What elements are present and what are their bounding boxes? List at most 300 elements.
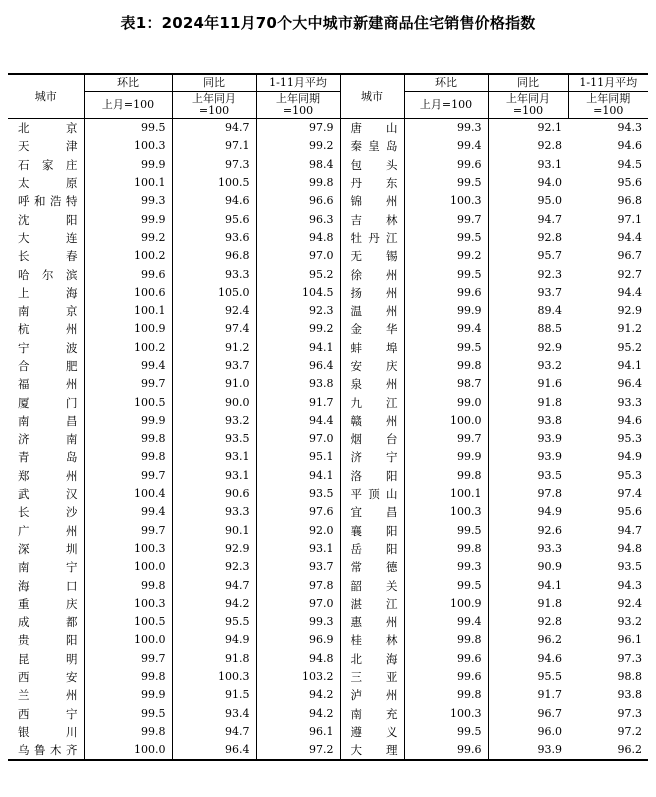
city-name-right: 无锡 (340, 247, 404, 265)
avg-value-left: 93.7 (256, 558, 340, 576)
avg-value-left: 96.6 (256, 192, 340, 210)
mom-value-right: 99.7 (404, 430, 488, 448)
mom-value-left: 99.7 (84, 650, 172, 668)
mom-value-right: 99.6 (404, 156, 488, 174)
table-row (8, 705, 648, 723)
yoy-value-left: 96.8 (172, 247, 256, 265)
mom-value-left: 99.4 (84, 357, 172, 375)
table-row (8, 430, 648, 448)
city-name-left: 银川 (18, 724, 78, 739)
table-row (8, 631, 648, 649)
yoy-value-left: 95.6 (172, 210, 256, 228)
yoy-value-right: 88.5 (488, 320, 568, 338)
yoy-value-right: 91.6 (488, 375, 568, 393)
mom-value-right: 99.5 (404, 265, 488, 283)
yoy-value-left: 92.3 (172, 558, 256, 576)
avg-value-right: 94.3 (617, 121, 642, 135)
yoy-value-right: 91.8 (488, 595, 568, 613)
mom-value-left: 99.8 (84, 430, 172, 448)
yoy-value-right: 95.0 (488, 192, 568, 210)
header-avg-left: 1-11月平均 (256, 74, 340, 92)
avg-value-right: 91.2 (617, 322, 642, 336)
city-name-right: 泸州 (340, 686, 404, 704)
city-name-left: 南宁 (18, 560, 78, 575)
avg-value-left: 99.3 (256, 613, 340, 631)
city-name-left: 深圳 (18, 541, 78, 556)
mom-value-left: 100.5 (84, 393, 172, 411)
yoy-value-left: 93.3 (172, 265, 256, 283)
yoy-value-left: 94.7 (172, 119, 256, 138)
mom-value-left: 99.9 (84, 156, 172, 174)
avg-value-right: 95.6 (617, 176, 642, 190)
city-name-right: 桂林 (340, 631, 404, 649)
yoy-value-right: 94.1 (488, 576, 568, 594)
yoy-value-left: 100.5 (172, 174, 256, 192)
yoy-value-left: 94.9 (172, 631, 256, 649)
city-name-right: 秦皇岛 (340, 137, 404, 155)
yoy-value-left: 97.3 (172, 156, 256, 174)
yoy-value-right: 94.6 (488, 650, 568, 668)
avg-value-left: 97.2 (256, 741, 340, 760)
mom-value-right: 99.8 (404, 631, 488, 649)
yoy-value-left: 92.9 (172, 540, 256, 558)
yoy-value-left: 91.0 (172, 375, 256, 393)
avg-value-right: 94.1 (617, 359, 642, 372)
city-name-right: 北海 (340, 650, 404, 668)
city-name-left: 南昌 (18, 413, 78, 428)
mom-value-left: 99.2 (84, 229, 172, 247)
city-name-right: 大理 (340, 741, 404, 760)
yoy-value-left: 93.2 (172, 412, 256, 430)
mom-value-left: 99.8 (84, 668, 172, 686)
avg-value-right: 94.6 (617, 139, 642, 153)
avg-value-right: 96.4 (617, 377, 642, 391)
yoy-value-right: 89.4 (488, 302, 568, 320)
table-row (8, 412, 648, 430)
yoy-value-left: 94.6 (172, 192, 256, 210)
avg-value-left: 95.1 (256, 448, 340, 466)
table-row (8, 375, 648, 393)
city-name-left: 济南 (18, 432, 78, 447)
city-name-left: 兰州 (18, 688, 78, 703)
header-mom-base-right: 上月=100 (404, 92, 488, 119)
avg-value-left: 92.3 (256, 302, 340, 320)
city-name-left: 厦门 (18, 395, 78, 410)
city-name-right: 温州 (340, 302, 404, 320)
city-name-right: 遵义 (340, 723, 404, 741)
avg-value-right: 94.4 (617, 230, 642, 244)
yoy-value-left: 105.0 (172, 284, 256, 302)
avg-value-right: 95.3 (617, 432, 642, 446)
avg-value-left: 93.5 (256, 485, 340, 503)
mom-value-right: 99.8 (404, 357, 488, 375)
table-row (8, 302, 648, 320)
table-body (8, 119, 648, 761)
header-mom-right: 环比 (404, 74, 488, 92)
yoy-value-right: 94.9 (488, 503, 568, 521)
yoy-value-right: 93.9 (488, 430, 568, 448)
mom-value-right: 100.3 (404, 503, 488, 521)
yoy-value-left: 93.7 (172, 357, 256, 375)
yoy-value-right: 90.9 (488, 558, 568, 576)
yoy-value-left: 95.5 (172, 613, 256, 631)
yoy-value-left: 93.1 (172, 467, 256, 485)
mom-value-right: 99.3 (404, 558, 488, 576)
yoy-value-right: 92.3 (488, 265, 568, 283)
yoy-value-right: 92.8 (488, 229, 568, 247)
mom-value-left: 99.4 (84, 503, 172, 521)
header-yoy-left: 同比 (172, 74, 256, 92)
city-name-right: 牡丹江 (340, 229, 404, 247)
avg-value-right: 97.2 (617, 724, 642, 738)
avg-value-left: 94.2 (256, 686, 340, 704)
mom-value-left: 99.7 (84, 467, 172, 485)
city-name-left: 广州 (18, 523, 78, 538)
mom-value-left: 99.7 (84, 522, 172, 540)
table-row (8, 613, 648, 631)
mom-value-left: 99.9 (84, 210, 172, 228)
mom-value-right: 99.5 (404, 339, 488, 357)
table-row (8, 668, 648, 686)
table-row (8, 485, 648, 503)
mom-value-left: 99.3 (84, 192, 172, 210)
avg-value-left: 96.9 (256, 631, 340, 649)
mom-value-right: 99.8 (404, 467, 488, 485)
header-avg-base-left: 上年同期 =100 (256, 92, 340, 119)
city-name-right: 襄阳 (340, 522, 404, 540)
city-name-left: 重庆 (18, 596, 78, 611)
avg-value-left: 94.2 (256, 705, 340, 723)
avg-value-left: 98.4 (256, 156, 340, 174)
mom-value-left: 100.1 (84, 174, 172, 192)
avg-value-left: 92.0 (256, 522, 340, 540)
mom-value-left: 100.2 (84, 339, 172, 357)
city-name-right: 三亚 (340, 668, 404, 686)
mom-value-left: 100.0 (84, 631, 172, 649)
mom-value-left: 100.4 (84, 485, 172, 503)
city-name-left: 太原 (18, 176, 78, 191)
city-name-left: 乌鲁木齐 (8, 741, 84, 760)
city-name-right: 吉林 (340, 210, 404, 228)
table-row (8, 467, 648, 485)
table-row (8, 339, 648, 357)
mom-value-right: 99.5 (404, 174, 488, 192)
avg-value-right: 96.7 (617, 249, 642, 263)
city-name-left: 贵阳 (18, 633, 78, 648)
avg-value-left: 103.2 (256, 668, 340, 686)
city-name-right: 湛江 (340, 595, 404, 613)
mom-value-left: 99.5 (84, 119, 172, 138)
yoy-value-right: 94.7 (488, 210, 568, 228)
avg-value-right: 93.3 (617, 395, 642, 409)
table-row (8, 723, 648, 741)
yoy-value-right: 96.2 (488, 631, 568, 649)
mom-value-right: 99.9 (404, 302, 488, 320)
mom-value-right: 99.5 (404, 723, 488, 741)
avg-value-right: 96.2 (568, 741, 648, 760)
avg-value-right: 94.5 (617, 157, 642, 171)
yoy-value-left: 90.1 (172, 522, 256, 540)
yoy-value-left: 92.4 (172, 302, 256, 320)
avg-value-right: 93.5 (617, 560, 642, 574)
yoy-value-left: 93.3 (172, 503, 256, 521)
mom-value-right: 100.3 (404, 192, 488, 210)
avg-value-left: 97.0 (256, 430, 340, 448)
city-name-right: 惠州 (340, 613, 404, 631)
avg-value-right: 97.1 (617, 212, 642, 226)
yoy-value-right: 91.8 (488, 393, 568, 411)
price-index-table (8, 73, 648, 761)
yoy-value-left: 90.6 (172, 485, 256, 503)
mom-value-right: 100.9 (404, 595, 488, 613)
mom-value-right: 100.0 (404, 412, 488, 430)
city-name-left: 长春 (18, 249, 78, 264)
yoy-value-right: 93.7 (488, 284, 568, 302)
yoy-value-right: 93.3 (488, 540, 568, 558)
table-row (8, 522, 648, 540)
mom-value-right: 98.7 (404, 375, 488, 393)
city-name-left: 郑州 (18, 468, 78, 483)
mom-value-right: 99.6 (404, 741, 488, 760)
avg-value-left: 96.4 (256, 357, 340, 375)
city-name-left: 南京 (18, 304, 78, 319)
yoy-value-left: 93.5 (172, 430, 256, 448)
avg-value-left: 94.8 (256, 650, 340, 668)
yoy-value-right: 93.9 (488, 741, 568, 760)
mom-value-right: 99.3 (404, 119, 488, 138)
mom-value-left: 100.3 (84, 540, 172, 558)
yoy-value-left: 94.2 (172, 595, 256, 613)
mom-value-left: 99.8 (84, 448, 172, 466)
yoy-value-left: 93.6 (172, 229, 256, 247)
mom-value-left: 100.5 (84, 613, 172, 631)
city-name-left: 哈尔滨 (18, 267, 78, 282)
city-name-right: 赣州 (340, 412, 404, 430)
mom-value-left: 100.1 (84, 302, 172, 320)
mom-value-left: 100.6 (84, 284, 172, 302)
table-row (8, 229, 648, 247)
table-row (8, 357, 648, 375)
avg-value-left: 93.1 (256, 540, 340, 558)
header-mom-base-left: 上月=100 (84, 92, 172, 119)
mom-value-left: 99.6 (84, 265, 172, 283)
mom-value-left: 99.8 (84, 576, 172, 594)
city-name-right: 洛阳 (340, 467, 404, 485)
city-name-left: 大连 (18, 230, 78, 245)
city-name-left: 沈阳 (18, 212, 78, 227)
city-name-right: 锦州 (340, 192, 404, 210)
avg-value-left: 94.4 (256, 412, 340, 430)
city-name-right: 宜昌 (340, 503, 404, 521)
city-name-right: 唐山 (340, 119, 404, 138)
mom-value-right: 99.8 (404, 540, 488, 558)
city-name-right: 徐州 (340, 265, 404, 283)
yoy-value-left: 91.5 (172, 686, 256, 704)
mom-value-left: 99.9 (84, 412, 172, 430)
table-row (8, 576, 648, 594)
mom-value-right: 99.4 (404, 137, 488, 155)
table-row (8, 540, 648, 558)
city-name-right: 烟台 (340, 430, 404, 448)
table-row (8, 156, 648, 174)
header-avg-base-right: 上年同期 =100 (568, 92, 648, 119)
yoy-value-left: 94.7 (172, 723, 256, 741)
mom-value-left: 100.0 (84, 741, 172, 760)
city-name-right: 安庆 (340, 357, 404, 375)
table-row (8, 650, 648, 668)
avg-value-right: 98.8 (617, 670, 642, 684)
avg-value-right: 96.8 (617, 194, 642, 208)
avg-value-right: 92.4 (617, 596, 642, 610)
mom-value-left: 99.8 (84, 723, 172, 741)
city-name-left: 武汉 (18, 487, 78, 502)
avg-value-left: 99.8 (256, 174, 340, 192)
yoy-value-right: 92.8 (488, 137, 568, 155)
table-row (8, 284, 648, 302)
table-row (8, 265, 648, 283)
mom-value-right: 99.4 (404, 613, 488, 631)
table-row (8, 741, 648, 760)
avg-value-right: 94.8 (617, 541, 642, 555)
mom-value-right: 99.5 (404, 229, 488, 247)
yoy-value-right: 95.5 (488, 668, 568, 686)
yoy-value-left: 96.4 (172, 741, 256, 760)
avg-value-right: 94.4 (617, 285, 642, 299)
city-name-right: 扬州 (340, 284, 404, 302)
header-city-right: 城市 (340, 74, 404, 119)
header-avg-right: 1-11月平均 (568, 74, 648, 92)
avg-value-left: 96.1 (256, 723, 340, 741)
city-name-left: 青岛 (18, 450, 78, 465)
table-row (8, 558, 648, 576)
header-yoy-base-left: 上年同月 =100 (172, 92, 256, 119)
mom-value-right: 99.9 (404, 448, 488, 466)
city-name-left: 上海 (18, 285, 78, 300)
avg-value-right: 97.4 (617, 487, 642, 501)
table-row (8, 247, 648, 265)
header-city-left: 城市 (8, 74, 84, 119)
avg-value-right: 97.3 (617, 651, 642, 665)
yoy-value-left: 100.3 (172, 668, 256, 686)
city-name-left: 呼和浩特 (18, 194, 78, 209)
avg-value-left: 94.1 (256, 467, 340, 485)
city-name-left: 长沙 (18, 505, 78, 520)
avg-value-left: 99.2 (256, 137, 340, 155)
header-yoy-right: 同比 (488, 74, 568, 92)
city-name-right: 蚌埠 (340, 339, 404, 357)
city-name-right: 南充 (340, 705, 404, 723)
mom-value-left: 99.9 (84, 686, 172, 704)
table-row (8, 503, 648, 521)
mom-value-left: 100.3 (84, 595, 172, 613)
yoy-value-left: 91.8 (172, 650, 256, 668)
yoy-value-left: 93.1 (172, 448, 256, 466)
avg-value-right: 94.7 (617, 523, 642, 537)
avg-value-right: 93.8 (617, 688, 642, 702)
city-name-right: 济宁 (340, 448, 404, 466)
mom-value-right: 99.6 (404, 284, 488, 302)
yoy-value-right: 93.2 (488, 357, 568, 375)
city-name-right: 九江 (340, 393, 404, 411)
avg-value-right: 95.6 (617, 505, 642, 519)
avg-value-left: 94.1 (256, 339, 340, 357)
city-name-right: 泉州 (340, 375, 404, 393)
avg-value-left: 104.5 (256, 284, 340, 302)
mom-value-right: 99.2 (404, 247, 488, 265)
avg-value-left: 97.0 (256, 595, 340, 613)
yoy-value-right: 92.8 (488, 613, 568, 631)
city-name-right: 金华 (340, 320, 404, 338)
avg-value-left: 93.8 (256, 375, 340, 393)
table-row (8, 192, 648, 210)
city-name-right: 岳阳 (340, 540, 404, 558)
table-row (8, 686, 648, 704)
avg-value-right: 93.2 (617, 615, 642, 629)
city-name-left: 宁波 (18, 340, 78, 355)
yoy-value-right: 93.9 (488, 448, 568, 466)
city-name-left: 福州 (18, 377, 78, 392)
mom-value-right: 99.0 (404, 393, 488, 411)
table-row (8, 448, 648, 466)
city-name-left: 西安 (18, 670, 78, 685)
city-name-left: 杭州 (18, 322, 78, 337)
avg-value-left: 97.9 (256, 119, 340, 138)
yoy-value-right: 94.0 (488, 174, 568, 192)
avg-value-left: 97.8 (256, 576, 340, 594)
city-name-right: 丹东 (340, 174, 404, 192)
yoy-value-left: 97.1 (172, 137, 256, 155)
avg-value-left: 94.8 (256, 229, 340, 247)
mom-value-right: 99.4 (404, 320, 488, 338)
city-name-left: 西宁 (18, 706, 78, 721)
page-title: 表1：2024年11月70个大中城市新建商品住宅销售价格指数 (120, 14, 536, 32)
city-name-left: 石家庄 (18, 157, 78, 172)
avg-value-left: 97.6 (256, 503, 340, 521)
yoy-value-right: 93.5 (488, 467, 568, 485)
avg-value-left: 95.2 (256, 265, 340, 283)
city-name-right: 平顶山 (340, 485, 404, 503)
table-row (8, 119, 648, 138)
mom-value-left: 100.2 (84, 247, 172, 265)
city-name-left: 天津 (18, 139, 78, 154)
city-name-left: 北京 (18, 121, 78, 136)
yoy-value-right: 96.7 (488, 705, 568, 723)
avg-value-left: 99.2 (256, 320, 340, 338)
yoy-value-right: 95.7 (488, 247, 568, 265)
mom-value-right: 99.7 (404, 210, 488, 228)
city-name-right: 包头 (340, 156, 404, 174)
table-row (8, 210, 648, 228)
mom-value-right: 100.3 (404, 705, 488, 723)
yoy-value-right: 96.0 (488, 723, 568, 741)
yoy-value-left: 91.2 (172, 339, 256, 357)
mom-value-right: 99.6 (404, 668, 488, 686)
avg-value-right: 94.9 (617, 450, 642, 464)
table-row (8, 595, 648, 613)
avg-value-left: 91.7 (256, 393, 340, 411)
mom-value-left: 100.3 (84, 137, 172, 155)
avg-value-right: 94.3 (617, 578, 642, 592)
avg-value-left: 96.3 (256, 210, 340, 228)
city-name-right: 常德 (340, 558, 404, 576)
mom-value-left: 100.0 (84, 558, 172, 576)
table-row (8, 320, 648, 338)
yoy-value-right: 97.8 (488, 485, 568, 503)
mom-value-right: 99.8 (404, 686, 488, 704)
yoy-value-left: 90.0 (172, 393, 256, 411)
avg-value-left: 97.0 (256, 247, 340, 265)
mom-value-right: 99.5 (404, 576, 488, 594)
